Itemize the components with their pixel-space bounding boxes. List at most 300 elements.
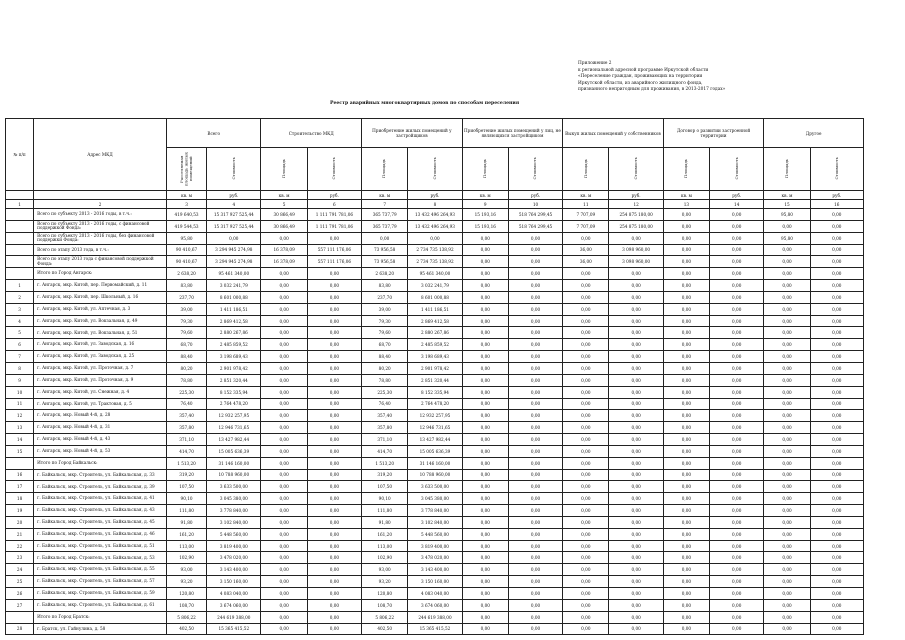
area-cell: 237,70 [362,291,408,303]
area-cell: 0,00 [462,540,508,552]
cost-cell: 0,00 [508,268,562,280]
area-cell: 79,30 [362,315,408,327]
cost-cell: 0,00 [307,599,361,611]
area-cell: 0,00 [563,588,609,600]
cost-cell: 0,00 [810,564,863,576]
area-cell: 0,00 [663,386,709,398]
area-cell: 0,00 [764,445,810,457]
row-number: 16 [6,469,34,481]
area-cell: 0,00 [563,516,609,528]
cost-cell: 0,00 [710,445,764,457]
address-cell: г. Байкальск, мкр. Строитель, ул. Байкальская, д. 53 [34,552,167,564]
row-number: 5 [6,327,34,339]
address-cell: г. Ангарск, мкр. Китой, ул. Аптечная, д. 3 [34,303,167,315]
column-number-cell: 6 [307,200,361,209]
column-number-cell: 2 [34,200,167,209]
cost-cell: 0,00 [810,481,863,493]
area-cell: 0,00 [563,386,609,398]
area-cell: 419 544,53 [166,220,206,232]
area-cell: 0,00 [261,434,307,446]
area-cell: 79,60 [166,327,206,339]
cost-cell: 0,00 [609,564,663,576]
area-cell: 0,00 [462,327,508,339]
area-cell: 0,00 [764,434,810,446]
column-number-cell: 1 [6,200,34,209]
cost-cell: 0,00 [609,481,663,493]
area-cell: 371,10 [362,434,408,446]
header-cost: Стоимость [207,148,261,191]
total-row [6,232,864,244]
cost-cell: 0,00 [508,599,562,611]
row-number [6,220,34,232]
cost-cell: 0,00 [307,611,361,623]
area-cell: 0,00 [261,540,307,552]
row-number: 3 [6,303,34,315]
cost-cell: 5 448 560,00 [408,528,462,540]
table-row [6,398,864,410]
area-cell: 0,00 [663,232,709,244]
area-cell: 0,00 [462,398,508,410]
row-number: 23 [6,552,34,564]
cost-cell: 0,00 [508,339,562,351]
area-cell: 371,10 [166,434,206,446]
address-cell: г. Байкальск, мкр. Строитель, ул. Байкальская, д. 57 [34,576,167,588]
area-cell: 0,00 [261,315,307,327]
cost-cell: 0,00 [508,564,562,576]
cost-cell: 3 633 500,00 [408,481,462,493]
address-cell: г. Ангарск, мкр. Китой, ул. Вокзальная, д. 51 [34,327,167,339]
cost-cell: 0,00 [609,268,663,280]
cost-cell: 0,00 [307,576,361,588]
cost-cell: 0,00 [307,516,361,528]
area-cell: 0,00 [764,268,810,280]
cost-cell: 12 946 731,65 [408,422,462,434]
address-cell: г. Байкальск, мкр. Строитель, ул. Байкальская, д. 55 [34,564,167,576]
cost-cell: 0,00 [810,410,863,422]
address-cell: г. Ангарск, мкр. Китой, пер. Первомайский, д. 11 [34,280,167,292]
cost-cell: 0,00 [810,516,863,528]
header-area: Площадь [462,148,508,191]
header-area: Площадь [563,148,609,191]
cost-cell: 518 764 299,45 [508,209,562,221]
area-cell: 0,00 [663,434,709,446]
area-cell: 0,00 [663,505,709,517]
cost-cell: 0,00 [508,280,562,292]
area-cell: 113,00 [362,540,408,552]
area-cell: 0,00 [764,516,810,528]
total-row [6,457,864,469]
table-row [6,315,864,327]
area-cell: 0,00 [462,493,508,505]
cost-cell: 0,00 [609,386,663,398]
cost-cell: 15 005 636,39 [408,445,462,457]
cost-cell: 0,00 [508,469,562,481]
cost-cell: 0,00 [710,244,764,256]
header-group-developer-purchase: Приобретение жилых помещений у застройщиков [362,119,463,148]
header-area: Площадь [261,148,307,191]
row-number: 2 [6,291,34,303]
column-number-cell: 11 [563,200,609,209]
row-number: 22 [6,540,34,552]
cost-cell: 3 294 945 274,98 [207,244,261,256]
cost-cell: 0,00 [609,493,663,505]
table-row [6,351,864,363]
column-number-cell: 7 [362,200,408,209]
area-cell: 0,00 [563,505,609,517]
cost-cell: 0,00 [508,351,562,363]
area-cell: 39,00 [362,303,408,315]
area-cell: 78,80 [362,374,408,386]
cost-cell: 5 448 560,00 [207,528,261,540]
cost-cell: 0,00 [609,445,663,457]
area-cell: 88,40 [166,351,206,363]
area-cell: 0,00 [563,623,609,635]
header-cost: Стоимость [307,148,361,191]
row-number: 27 [6,599,34,611]
header-group-development-contract: Договор о развитии застроенной территории [663,119,764,148]
cost-cell: 3 032 241,79 [408,280,462,292]
cost-cell: 1 411 186,51 [408,303,462,315]
table-row [6,339,864,351]
unit-cell: кв. м [166,191,206,200]
cost-cell: 0,00 [307,422,361,434]
area-cell: 0,00 [764,422,810,434]
cost-cell: 0,00 [508,386,562,398]
table-row [6,493,864,505]
cost-cell: 3 674 060,00 [408,599,462,611]
area-cell: 0,00 [663,410,709,422]
row-number: 13 [6,422,34,434]
cost-cell: 0,00 [307,457,361,469]
row-number: 8 [6,362,34,374]
area-cell: 0,00 [663,291,709,303]
area-cell: 0,00 [261,576,307,588]
header-resettled-area: Расселяемая площадь жилых помещений [166,148,206,191]
cost-cell: 3 819 400,00 [207,540,261,552]
cost-cell: 0,00 [508,588,562,600]
area-cell: 0,00 [764,564,810,576]
area-cell: 90 410,67 [166,244,206,256]
area-cell: 0,00 [563,434,609,446]
cost-cell: 0,00 [810,291,863,303]
area-cell: 0,00 [462,362,508,374]
cost-cell: 0,00 [810,552,863,564]
cost-cell: 244 619 388,00 [207,611,261,623]
cost-cell: 4 083 040,00 [408,588,462,600]
cost-cell: 0,00 [307,469,361,481]
row-number: 9 [6,374,34,386]
address-cell: Всего по субъекту 2013 - 2016 годы, с финансовой поддержкой Фонда: [34,220,167,232]
header-cost: Стоимость [508,148,562,191]
cost-cell: 0,00 [508,232,562,244]
cost-cell: 0,00 [710,516,764,528]
row-number: 12 [6,410,34,422]
row-number [6,611,34,623]
cost-cell: 0,00 [710,611,764,623]
address-cell: г. Байкальск, мкр. Строитель, ул. Байкальская, д. 45 [34,516,167,528]
area-cell: 319,20 [166,469,206,481]
cost-cell: 0,00 [710,410,764,422]
area-cell: 36,00 [563,256,609,268]
cost-cell: 0,00 [508,256,562,268]
column-number-cell: 10 [508,200,562,209]
area-cell: 161,20 [362,528,408,540]
cost-cell: 3 674 060,00 [207,599,261,611]
area-cell: 357,80 [362,422,408,434]
cost-cell: 15 005 636,39 [207,445,261,457]
appendix-line: Иркутской области, из аварийного жилищного фонда, [578,80,703,86]
address-cell: г. Байкальск, мкр. Строитель, ул. Байкальская, д. 46 [34,528,167,540]
table-row [6,410,864,422]
cost-cell: 0,00 [307,445,361,457]
area-cell: 0,00 [261,516,307,528]
header-area: Площадь [663,148,709,191]
cost-cell: 0,00 [307,351,361,363]
cost-cell: 0,00 [307,564,361,576]
area-cell: 0,00 [261,469,307,481]
row-number: 1 [6,280,34,292]
area-cell: 79,60 [362,327,408,339]
area-cell: 0,00 [764,611,810,623]
area-cell: 68,70 [362,339,408,351]
area-cell: 419 640,53 [166,209,206,221]
cost-cell: 0,00 [710,339,764,351]
cost-cell: 0,00 [710,564,764,576]
document-title: Реестр аварийных многоквартирных домов по способам переселения [330,101,520,106]
cost-cell: 0,00 [508,540,562,552]
cost-cell: 0,00 [609,623,663,635]
cost-cell: 0,00 [710,623,764,635]
area-cell: 0,00 [764,623,810,635]
table-row [6,552,864,564]
cost-cell: 0,00 [810,528,863,540]
cost-cell: 0,00 [508,493,562,505]
area-cell: 0,00 [663,552,709,564]
cost-cell: 0,00 [307,374,361,386]
area-cell: 90,10 [166,493,206,505]
area-cell: 0,00 [462,268,508,280]
area-cell: 0,00 [764,540,810,552]
area-cell: 95,80 [764,232,810,244]
cost-cell: 0,00 [609,280,663,292]
cost-cell: 0,00 [508,327,562,339]
cost-cell: 0,00 [508,576,562,588]
column-number-cell: 15 [764,200,810,209]
table-row [6,291,864,303]
area-cell: 15 193,16 [462,220,508,232]
header-cost: Стоимость [710,148,764,191]
cost-cell: 1 111 791 781,06 [307,220,361,232]
cost-cell: 0,00 [307,623,361,635]
area-cell: 7 707,09 [563,220,609,232]
cost-cell: 0,00 [710,327,764,339]
cost-cell: 0,00 [710,552,764,564]
area-cell: 0,00 [563,291,609,303]
cost-cell: 0,00 [307,268,361,280]
cost-cell: 0,00 [810,280,863,292]
cost-cell: 13 432 496 264,93 [408,209,462,221]
cost-cell: 0,00 [810,327,863,339]
area-cell: 0,00 [663,623,709,635]
table-row [6,280,864,292]
address-cell: г. Ангарск, мкр. Китой, ул. Снежная, д. 4 [34,386,167,398]
area-cell: 68,70 [166,339,206,351]
table-row [6,564,864,576]
area-cell: 0,00 [563,422,609,434]
area-cell: 0,00 [462,599,508,611]
area-cell: 0,00 [563,564,609,576]
cost-cell: 2 851 320,44 [207,374,261,386]
table-row [6,588,864,600]
area-cell: 0,00 [663,493,709,505]
cost-cell: 0,00 [710,398,764,410]
cost-cell: 0,00 [710,588,764,600]
address-cell: г. Байкальск, мкр. Строитель, ул. Байкальская, д. 39 [34,481,167,493]
cost-cell: 0,00 [307,280,361,292]
cost-cell: 0,00 [710,434,764,446]
table-row [6,303,864,315]
cost-cell: 0,00 [609,588,663,600]
area-cell: 93,20 [362,576,408,588]
area-cell: 0,00 [663,351,709,363]
area-cell: 0,00 [261,351,307,363]
area-cell: 0,00 [563,315,609,327]
column-number-cell: 5 [261,200,307,209]
area-cell: 0,00 [764,469,810,481]
area-cell: 108,70 [362,599,408,611]
cost-cell: 0,00 [307,315,361,327]
cost-cell: 0,00 [810,434,863,446]
area-cell: 0,00 [462,445,508,457]
cost-cell: 0,00 [710,351,764,363]
table-row [6,623,864,635]
cost-cell: 0,00 [307,434,361,446]
cost-cell: 0,00 [508,481,562,493]
area-cell: 0,00 [261,588,307,600]
area-cell: 0,00 [462,552,508,564]
cost-cell: 0,00 [307,410,361,422]
area-cell: 0,00 [663,209,709,221]
area-cell: 111,80 [362,505,408,517]
area-cell: 93,00 [166,564,206,576]
table-row [6,599,864,611]
cost-cell: 518 764 299,45 [508,220,562,232]
table-row [6,327,864,339]
unit-cell: кв. м [462,191,508,200]
cost-cell: 0,00 [710,374,764,386]
cost-cell: 0,00 [609,410,663,422]
area-cell: 0,00 [663,516,709,528]
area-cell: 0,00 [462,623,508,635]
address-cell: г. Ангарск, мкр. Китой, ул. Проточная, д. 7 [34,362,167,374]
cost-cell: 0,00 [810,588,863,600]
cost-cell: 3 098 960,00 [609,256,663,268]
area-cell: 0,00 [764,339,810,351]
area-cell: 0,00 [663,457,709,469]
row-number: 28 [6,623,34,635]
address-cell: г. Ангарск, мкр. Китой, пер. Школьный, д. 16 [34,291,167,303]
area-cell: 0,00 [663,256,709,268]
area-cell: 357,40 [166,410,206,422]
area-cell: 0,00 [462,588,508,600]
area-cell: 73 956,58 [362,244,408,256]
address-cell: г. Байкальск, мкр. Строитель, ул. Байкальская, д. 61 [34,599,167,611]
cost-cell: 0,00 [508,410,562,422]
appendix-line: признанного непригодным для проживания, в 2013-2017 годах» [578,87,726,93]
area-cell: 0,00 [362,232,408,244]
cost-cell: 0,00 [609,374,663,386]
area-cell: 95,80 [166,232,206,244]
table-row [6,469,864,481]
area-cell: 225,30 [362,386,408,398]
cost-cell: 12 932 257,95 [408,410,462,422]
appendix-line: к региональной адресной программе Иркутской области [578,67,709,73]
area-cell: 0,00 [462,303,508,315]
row-number [6,232,34,244]
area-cell: 120,80 [362,588,408,600]
cost-cell: 0,00 [307,481,361,493]
area-cell: 0,00 [563,410,609,422]
unit-cell: руб. [408,191,462,200]
cost-cell: 0,00 [710,280,764,292]
cost-cell: 0,00 [810,351,863,363]
area-cell: 0,00 [764,291,810,303]
area-cell: 0,00 [764,303,810,315]
header-cost: Стоимость [609,148,663,191]
unit-cell: руб. [207,191,261,200]
area-cell: 0,00 [764,493,810,505]
area-cell: 0,00 [462,339,508,351]
cost-cell: 0,00 [609,362,663,374]
area-cell: 0,00 [663,422,709,434]
cost-cell: 0,00 [307,386,361,398]
area-cell: 30 866,49 [261,209,307,221]
area-cell: 0,00 [663,445,709,457]
cost-cell: 0,00 [710,469,764,481]
area-cell: 79,30 [166,315,206,327]
unit-cell [6,191,34,200]
table-body [6,209,864,635]
cost-cell: 0,00 [508,374,562,386]
area-cell: 93,00 [362,564,408,576]
area-cell: 0,00 [462,528,508,540]
cost-cell: 0,00 [609,516,663,528]
area-cell: 0,00 [261,481,307,493]
header-group-other: Другое [764,119,864,148]
area-cell: 0,00 [663,303,709,315]
area-cell: 95,80 [764,209,810,221]
cost-cell: 557 111 176,06 [307,244,361,256]
area-cell: 0,00 [563,351,609,363]
unit-cell: кв. м [764,191,810,200]
area-cell: 39,00 [166,303,206,315]
area-cell: 0,00 [563,362,609,374]
area-cell: 0,00 [764,362,810,374]
area-cell: 0,00 [563,481,609,493]
cost-cell: 0,00 [609,291,663,303]
table-row [6,445,864,457]
row-number: 18 [6,493,34,505]
area-cell: 0,00 [462,374,508,386]
area-cell: 0,00 [261,564,307,576]
area-cell: 120,80 [166,588,206,600]
area-cell: 0,00 [261,327,307,339]
area-cell: 0,00 [563,445,609,457]
cost-cell: 1 411 186,51 [207,303,261,315]
area-cell: 0,00 [261,362,307,374]
cost-cell: 0,00 [710,303,764,315]
area-cell: 80,20 [362,362,408,374]
